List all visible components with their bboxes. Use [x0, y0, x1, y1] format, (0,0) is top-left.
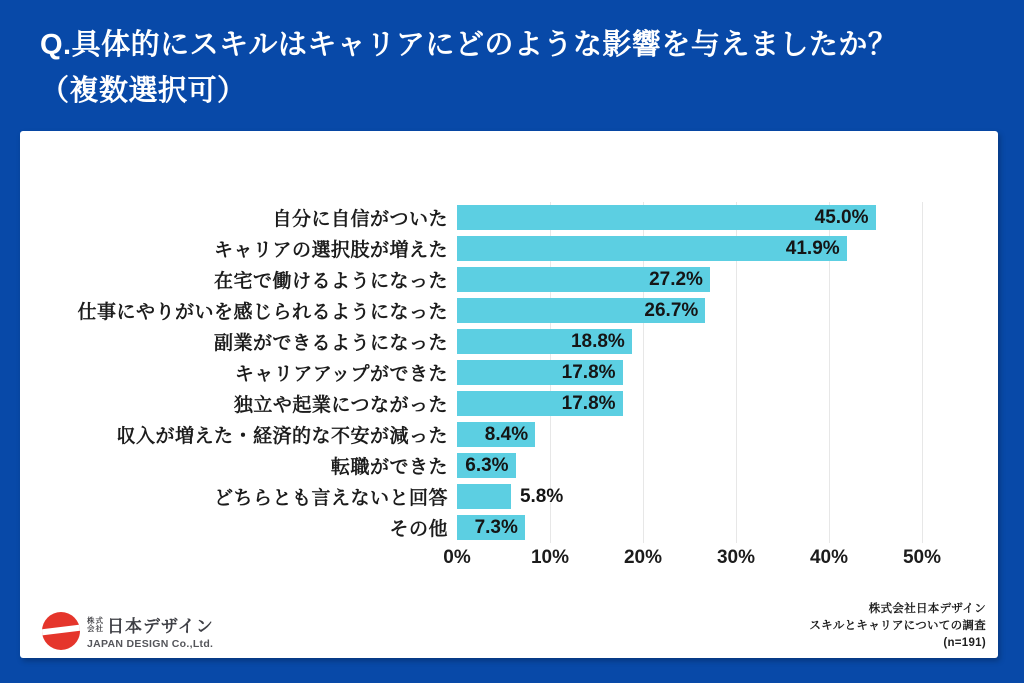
source-survey: スキルとキャリアについての調査 [809, 620, 986, 632]
category-label: 在宅で働けるようになった [213, 271, 448, 292]
bar [457, 515, 525, 540]
question-title-line2: （複数選択可） [40, 75, 247, 107]
category-label: キャリアの選択肢が増えた [213, 240, 448, 261]
bar-area [457, 388, 922, 419]
category-label: キャリアアップができた [234, 364, 448, 385]
bar [457, 360, 623, 385]
chart-row [20, 202, 998, 233]
bar [457, 422, 535, 447]
category-label: その他 [389, 519, 448, 540]
chart-row [20, 326, 998, 357]
value-label: 5.8% [519, 485, 564, 507]
chart-row [20, 357, 998, 388]
logo-company-prefix: 株式 会社 [87, 615, 104, 633]
bar-area [457, 481, 922, 512]
bar-area [457, 357, 922, 388]
bar-area [457, 295, 922, 326]
value-label: 8.4% [484, 423, 529, 445]
question-title-line1: Q.具体的にスキルはキャリアにどのような影響を与えましたか？ [40, 29, 898, 61]
bar-area [457, 419, 922, 450]
chart-row [20, 264, 998, 295]
chart-row [20, 233, 998, 264]
value-label: 26.7% [644, 299, 699, 321]
bar-area [457, 450, 922, 481]
survey-source-note [809, 601, 986, 652]
category-label: 転職ができた [330, 457, 448, 478]
logo-company-name: 日本デザイン [107, 617, 214, 636]
bar [457, 267, 710, 292]
value-label: 18.8% [570, 330, 625, 352]
value-label: 41.9% [785, 237, 840, 259]
category-label: 収入が増えた・経済的な不安が減った [116, 426, 448, 447]
chart-row [20, 450, 998, 481]
value-label: 45.0% [814, 206, 869, 228]
category-label: どちらとも言えないと回答 [213, 488, 448, 509]
bar-area [457, 512, 922, 543]
bar [457, 329, 632, 354]
bar-area [457, 233, 922, 264]
chart-card [20, 131, 998, 658]
bar [457, 236, 847, 261]
source-company: 株式会社日本デザイン [868, 603, 986, 615]
value-label: 17.8% [561, 392, 616, 414]
chart-row [20, 388, 998, 419]
bar [457, 453, 516, 478]
chart-row [20, 512, 998, 543]
category-label: 副業ができるようになった [213, 333, 448, 354]
value-label: 7.3% [474, 516, 518, 538]
bar-area [457, 326, 922, 357]
category-label: 仕事にやりがいを感じられるようになった [77, 302, 448, 323]
value-label: 27.2% [649, 268, 703, 290]
bar-area [457, 264, 922, 295]
x-tick-label: 40% [809, 547, 849, 568]
chart-row [20, 419, 998, 450]
question-title [40, 22, 994, 114]
x-axis [443, 547, 942, 573]
value-label: 6.3% [465, 454, 509, 476]
x-tick-label: 20% [623, 547, 663, 568]
logo-company-name-en: JAPAN DESIGN Co.,Ltd. [87, 638, 214, 650]
bar [457, 484, 564, 509]
source-sample-size: (n=191) [943, 637, 986, 649]
bar [457, 391, 623, 416]
japan-design-logo-icon [42, 612, 80, 650]
bar [457, 298, 705, 323]
category-label: 自分に自信がついた [272, 209, 448, 230]
x-tick-label: 10% [530, 547, 570, 568]
chart-row [20, 481, 998, 512]
x-tick-label: 30% [716, 547, 756, 568]
bar-chart [20, 202, 998, 543]
bar [457, 205, 876, 230]
x-tick-label: 50% [902, 547, 942, 568]
category-label: 独立や起業につながった [233, 395, 448, 416]
x-tick-label: 0% [443, 547, 471, 568]
company-logo [42, 612, 214, 650]
chart-row [20, 295, 998, 326]
value-label: 17.8% [561, 361, 616, 383]
bar-area [457, 202, 922, 233]
